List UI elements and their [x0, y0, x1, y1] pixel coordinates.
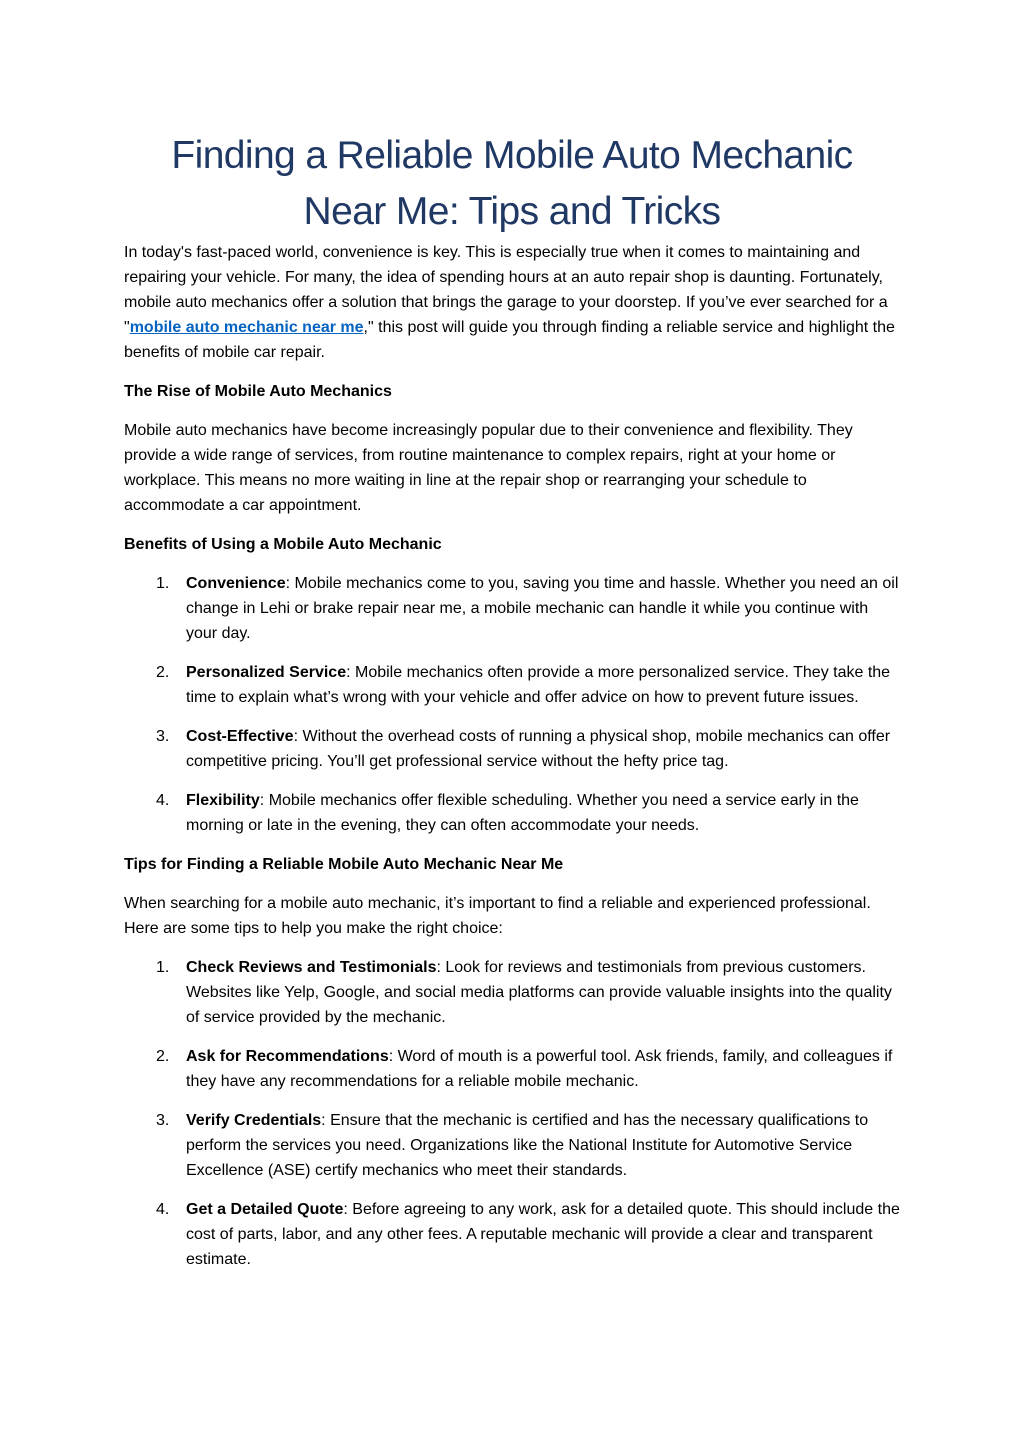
- list-item-term: Verify Credentials: [186, 1112, 322, 1129]
- list-item-term: Flexibility: [186, 792, 260, 809]
- list-item-text: : Mobile mechanics come to you, saving you time and hassle. Whether you need an oil change in Lehi or brake repair near me, a mobile mechanic can handle it while you continue with your day.: [186, 575, 899, 642]
- page-title: [124, 128, 900, 240]
- list-item-text: : Word of mouth is a powerful tool. Ask friends, family, and colleagues if they have any recommendations for a reliable mobile mechanic.: [186, 1048, 893, 1090]
- list-item-number: 1.: [156, 575, 170, 592]
- list-item-number: 4.: [156, 1201, 170, 1218]
- list-item-number: 2.: [156, 1048, 170, 1065]
- benefits-list: [124, 571, 900, 838]
- list-item-text: : Look for reviews and testimonials from previous customers. Websites like Yelp, Google, and social media platforms can provide valuable insights into the quality of service provided by the mechanic.: [186, 959, 892, 1026]
- list-item: [124, 660, 900, 710]
- list-item: [124, 788, 900, 838]
- list-item-text: : Mobile mechanics offer flexible scheduling. Whether you need a service early in the morning or late in the evening, they can often accommodate your needs.: [186, 792, 859, 834]
- list-item: [124, 1108, 900, 1183]
- list-item-term: Get a Detailed Quote: [186, 1201, 344, 1218]
- intro-text-after-link: ," this post will guide you through finding a reliable service and highlight the benefits of mobile car repair.: [124, 319, 895, 361]
- list-item-number: 3.: [156, 728, 170, 745]
- list-item: [124, 1197, 900, 1272]
- list-item-text: : Without the overhead costs of running a physical shop, mobile mechanics can offer competitive pricing. You’ll get professional service without the hefty price tag.: [186, 728, 891, 770]
- list-item-term: Convenience: [186, 575, 286, 592]
- list-item-number: 3.: [156, 1112, 170, 1129]
- mobile-mechanic-link[interactable]: mobile auto mechanic near me: [129, 319, 364, 336]
- document-page: [124, 128, 900, 1286]
- list-item-term: Check Reviews and Testimonials: [186, 959, 437, 976]
- list-item-number: 4.: [156, 792, 170, 809]
- list-item-number: 2.: [156, 664, 170, 681]
- intro-text-before-link: In today's fast-paced world, convenience is key. This is especially true when it comes to maintaining and repairing your vehicle. For many, the idea of spending hours at an auto repair shop is daunting. Fortunately, mobile auto mechanics offer a solution that brings the garage to your doorstep. If you’ve ever searched for a ": [124, 244, 888, 336]
- section-paragraph-rise: Mobile auto mechanics have become increasingly popular due to their convenience and flexibility. They provide a wide range of services, from routine maintenance to complex repairs, right at your home or workplace. This means no more waiting in line at the repair shop or rearranging your schedule to accommodate a car appointment.: [124, 422, 853, 514]
- list-item-term: Personalized Service: [186, 664, 347, 681]
- section-heading-rise: The Rise of Mobile Auto Mechanics: [124, 383, 392, 400]
- list-item-text: : Before agreeing to any work, ask for a detailed quote. This should include the cost of parts, labor, and any other fees. A reputable mechanic will provide a clear and transparent estimate.: [186, 1201, 900, 1268]
- list-item-term: Ask for Recommendations: [186, 1048, 389, 1065]
- list-item-term: Cost-Effective: [186, 728, 294, 745]
- page-title-line-1: Finding a Reliable Mobile Auto Mechanic: [171, 134, 853, 177]
- list-item-text: : Ensure that the mechanic is certified and has the necessary qualifications to perform the services you need. Organizations like the National Institute for Automotive Service Excellence (ASE) certify mechanics who meet their standards.: [186, 1112, 869, 1179]
- page-title-line-2: Near Me: Tips and Tricks: [303, 190, 721, 233]
- list-item: [124, 955, 900, 1030]
- list-item: [124, 571, 900, 646]
- tips-list: [124, 955, 900, 1272]
- section-heading-benefits: Benefits of Using a Mobile Auto Mechanic: [124, 536, 442, 553]
- section-paragraph-tips: When searching for a mobile auto mechanic, it’s important to find a reliable and experienced professional. Here are some tips to help you make the right choice:: [124, 895, 871, 937]
- list-item: [124, 724, 900, 774]
- list-item-number: 1.: [156, 959, 170, 976]
- list-item-text: : Mobile mechanics often provide a more personalized service. They take the time to explain what’s wrong with your vehicle and offer advice on how to prevent future issues.: [186, 664, 891, 706]
- section-heading-tips: Tips for Finding a Reliable Mobile Auto Mechanic Near Me: [124, 856, 564, 873]
- list-item: [124, 1044, 900, 1094]
- intro-paragraph: [124, 240, 900, 365]
